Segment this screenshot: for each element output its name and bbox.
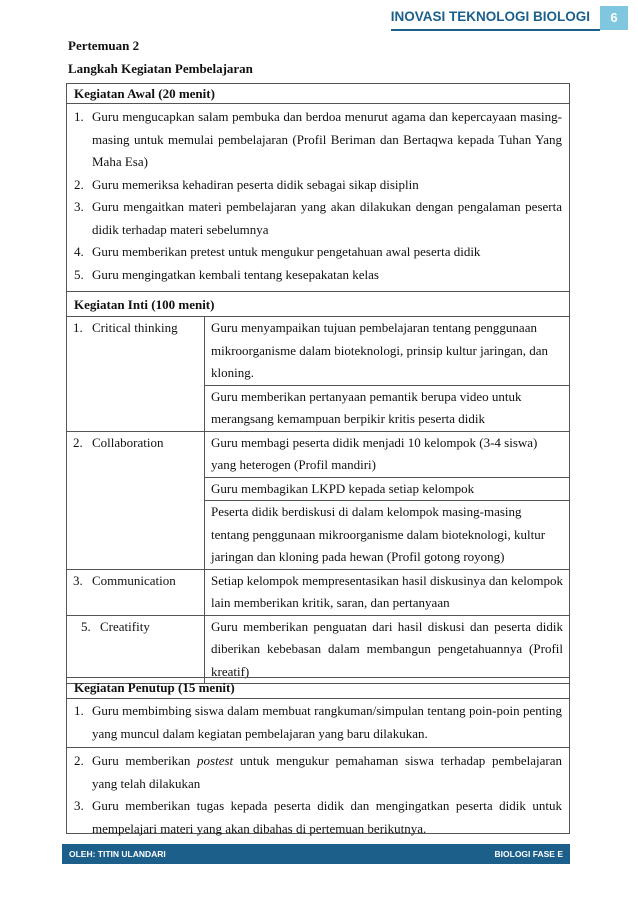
table-row xyxy=(67,431,570,477)
table-cell: Peserta didik berdiskusi di dalam kelompok masing-masing tentang penggunaan mikroorganisme dalam bioteknologi, kultur jaringan dan kloning pada hewan (Profil gotong royong) xyxy=(205,501,570,570)
row-label-communication: 3. Communication xyxy=(67,569,205,615)
table-cell: Guru membagi peserta didik menjadi 10 kelompok (3-4 siswa) yang heterogen (Profil mandiri) xyxy=(205,431,570,477)
list-item: 2. Guru memeriksa kehadiran peserta didik sebagai sikap disiplin xyxy=(74,176,419,192)
kegiatan-penutup-section xyxy=(66,677,570,834)
table-cell: Guru memberikan penguatan dari hasil diskusi dan peserta didik diberikan kebebasan dalam membangun pengetahuannya (Profil kreatif) xyxy=(205,615,570,684)
meeting-title: Pertemuan 2 xyxy=(68,38,140,53)
row-label-creatifity: 5. Creatifity xyxy=(67,615,205,684)
table-row xyxy=(67,317,570,386)
list-item: 3. Guru mengaitkan materi pembelajaran yang akan dilakukan dengan pengalaman peserta didik terhadap materi sebelumnya xyxy=(74,199,562,237)
row-label-critical-thinking: 1. Critical thinking xyxy=(67,317,205,432)
table-row xyxy=(67,615,570,684)
list-item: 1. Guru mengucapkan salam pembuka dan berdoa menurut agama dan kepercayaan masing-masing untuk memulai pembelajaran (Profil Beriman dan Bertaqwa kepada Tuhan Yang Maha Esa) xyxy=(74,109,562,169)
kegiatan-awal-section xyxy=(66,83,570,292)
footer-author: OLEH: TITIN ULANDARI xyxy=(69,849,166,859)
steps-title: Langkah Kegiatan Pembelajaran xyxy=(68,61,253,76)
kegiatan-penutup-list xyxy=(67,699,569,840)
footer-subject: BIOLOGI FASE E xyxy=(494,849,563,859)
list-item: 1. Guru membimbing siswa dalam membuat rangkuman/simpulan tentang poin-poin penting yang muncul dalam kegiatan pembelajaran yang baru dilakukan. xyxy=(67,700,569,748)
table-cell: Setiap kelompok mempresentasikan hasil diskusinya dan kelompok lain memberikan kritik, saran, dan pertanyaan xyxy=(205,569,570,615)
page-number: 6 xyxy=(600,6,628,30)
list-item: 5. Guru mengingatkan kembali tentang kesepakatan kelas xyxy=(74,266,379,282)
table-cell: Guru memberikan pertanyaan pemantik berupa video untuk merangsang kemampuan berpikir kritis peserta didik xyxy=(205,385,570,431)
page-footer xyxy=(62,844,570,864)
list-item: 3. Guru memberikan tugas kepada peserta didik dan mengingatkan peserta didik untuk mempelajari materi yang akan dibahas di pertemuan berikutnya. xyxy=(74,798,562,836)
page-header xyxy=(391,5,628,31)
kegiatan-awal-list xyxy=(67,104,569,286)
table-cell: Guru membagikan LKPD kepada setiap kelompok xyxy=(205,477,570,501)
kegiatan-inti-table xyxy=(66,316,570,684)
header-title: INOVASI TEKNOLOGI BIOLOGI xyxy=(391,5,600,31)
list-item: 4. Guru memberikan pretest untuk mengukur pengetahuan awal peserta didik xyxy=(74,244,481,259)
kegiatan-penutup-title: Kegiatan Penutup (15 menit) xyxy=(67,678,569,699)
kegiatan-inti-title: Kegiatan Inti (100 menit) xyxy=(74,296,215,312)
table-cell: Guru menyampaikan tujuan pembelajaran tentang penggunaan mikroorganisme dalam bioteknologi, prinsip kultur jaringan, dan kloning. xyxy=(205,317,570,386)
table-row xyxy=(67,569,570,615)
kegiatan-inti-section xyxy=(66,291,570,317)
list-item: 2. Guru memberikan postest untuk mengukur pemahaman siswa terhadap pembelajaran yang telah dilakukan xyxy=(74,753,562,791)
kegiatan-awal-title: Kegiatan Awal (20 menit) xyxy=(67,84,569,104)
row-label-collaboration: 2. Collaboration xyxy=(67,431,205,569)
